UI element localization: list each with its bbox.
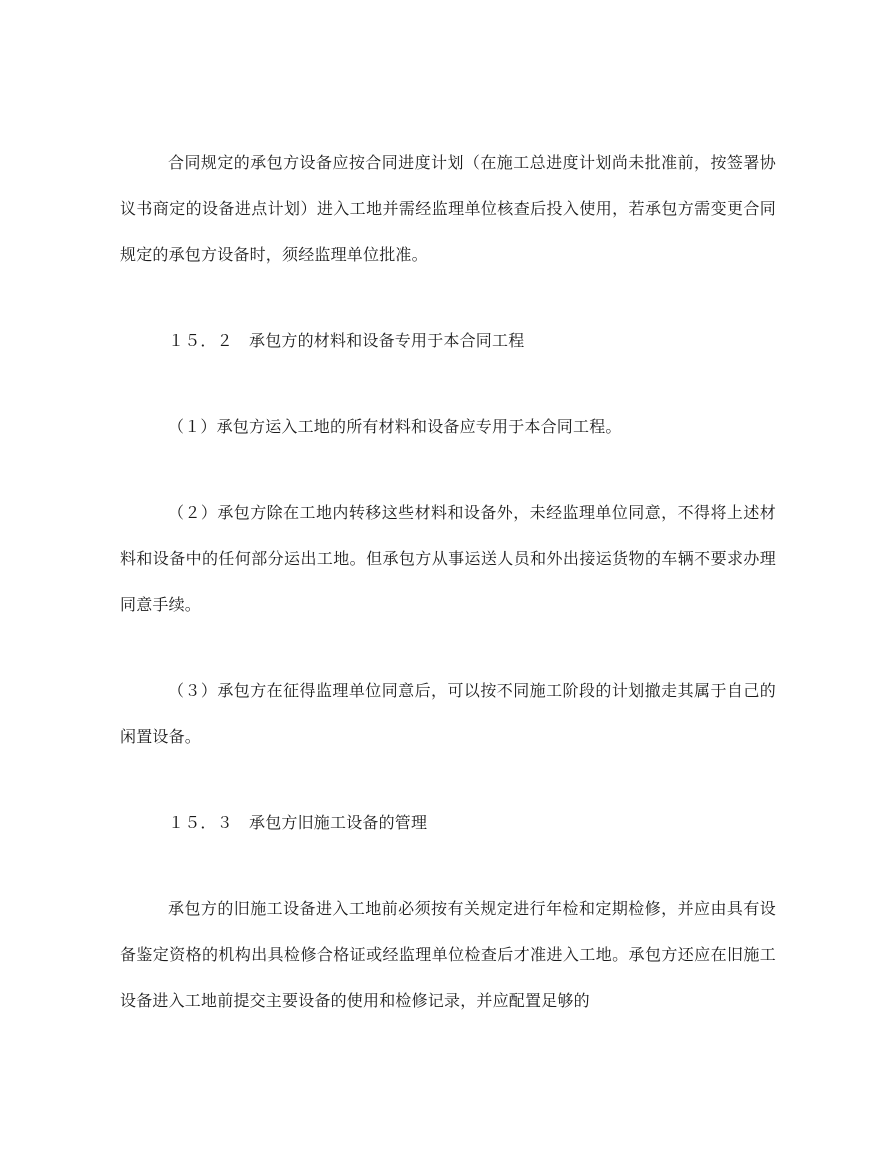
section-heading-15-2: １５．２ 承包方的材料和设备专用于本合同工程 <box>168 331 525 350</box>
paragraph-item-2: （２）承包方除在工地内转移这些材料和设备外，未经监理单位同意，不得将上述材料和设备中的任何部分运出工地。但承包方从事运送人员和外出接运货物的车辆不要求办理同意手续。 <box>120 503 776 614</box>
paragraph-old-equipment: 承包方的旧施工设备进入工地前必须按有关规定进行年检和定期检修，并应由具有设备鉴定资格的机构出具检修合格证或经监理单位检查后才准进入工地。承包方还应在旧施工设备进入工地前提交主要设备的使用和检修记录，并应配置足够的 <box>120 899 776 1010</box>
paragraph-equipment-entry: 合同规定的承包方设备应按合同进度计划（在施工总进度计划尚未批准前，按签署协议书商定的设备进点计划）进入工地并需经监理单位核查后投入使用，若承包方需变更合同规定的承包方设备时，须经监理单位批准。 <box>120 153 776 264</box>
paragraph-gap <box>120 364 776 404</box>
paragraph-gap <box>120 846 776 886</box>
paragraph-gap <box>120 628 776 668</box>
document-body <box>120 140 776 1024</box>
paragraph-gap <box>120 278 776 318</box>
paragraph-item-1: （１）承包方运入工地的所有材料和设备应专用于本合同工程。 <box>168 417 622 436</box>
section-heading-15-3: １５．３ 承包方旧施工设备的管理 <box>168 813 428 832</box>
paragraph-item-3: （３）承包方在征得监理单位同意后，可以按不同施工阶段的计划撤走其属于自己的闲置设备。 <box>120 681 776 746</box>
paragraph-gap <box>120 450 776 490</box>
paragraph-gap <box>120 760 776 800</box>
